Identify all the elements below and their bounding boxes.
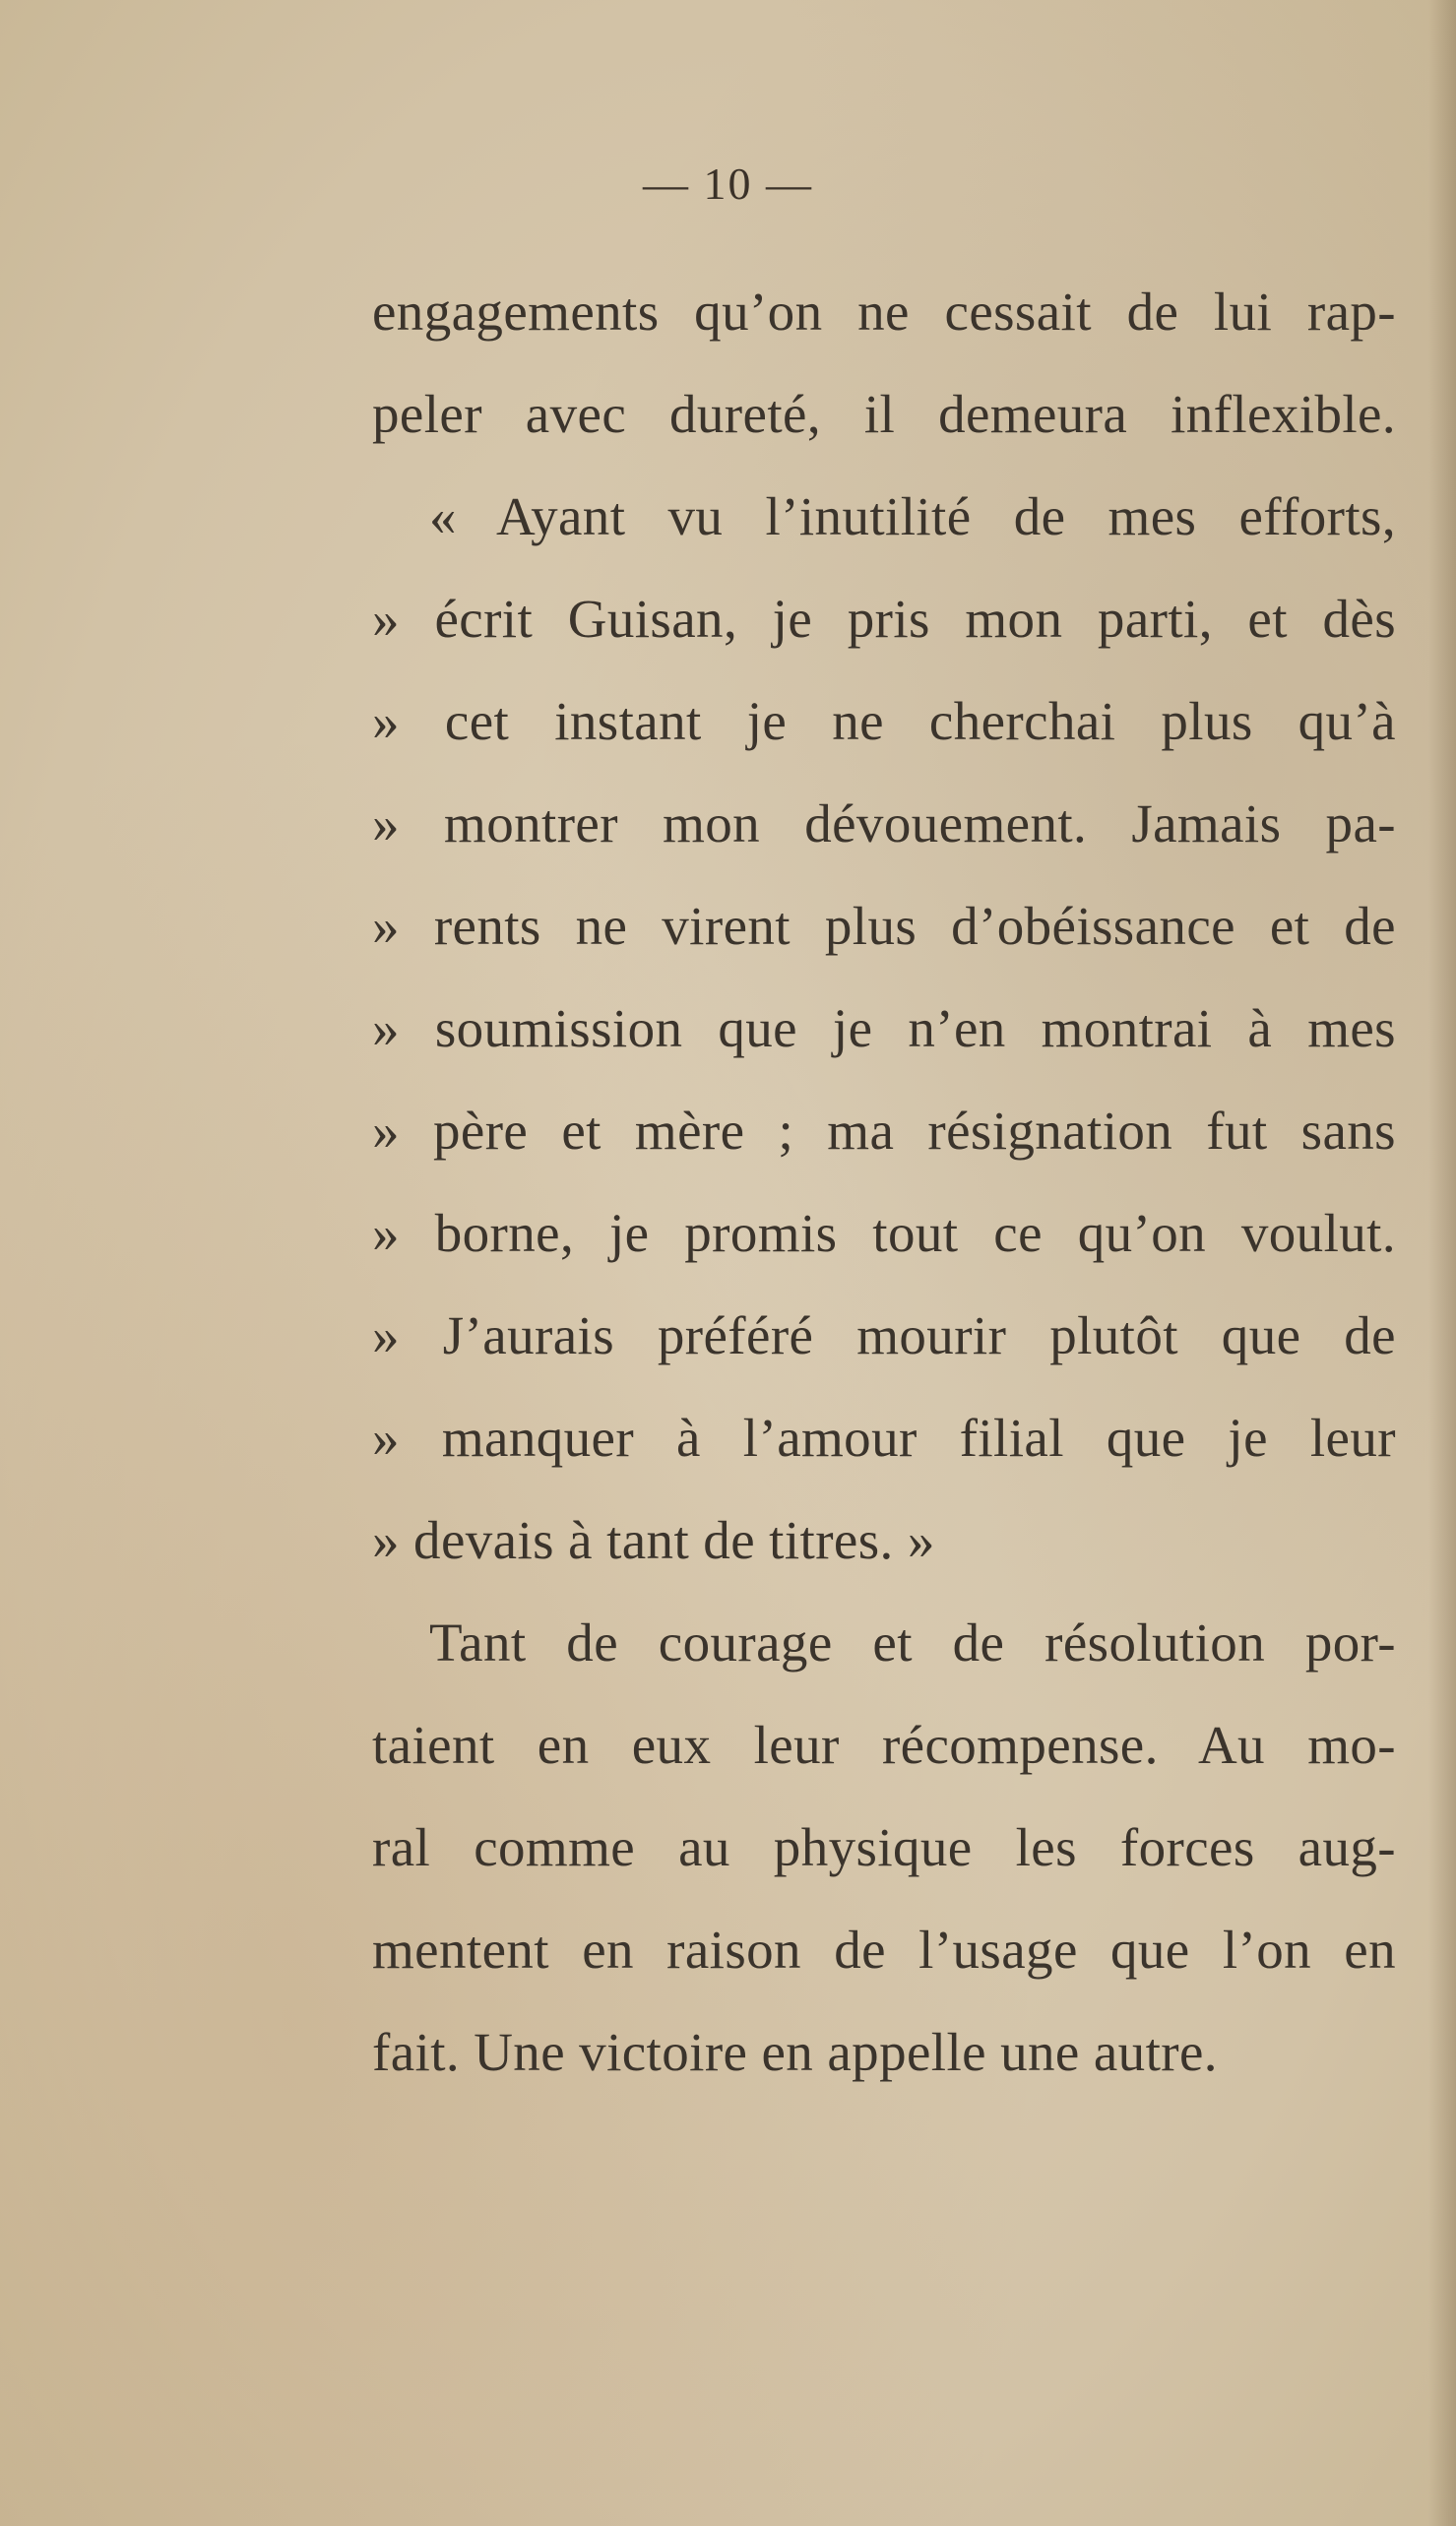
text-line: Tant de courage et de résolution por- xyxy=(429,1612,1396,1673)
text-line: » père et mère ; ma résignation fut sans xyxy=(372,1101,1396,1161)
page-edge-shadow xyxy=(1428,0,1456,2526)
text-line: » borne, je promis tout ce qu’on voulut. xyxy=(372,1203,1396,1263)
text-line: fait. Une victoire en appelle une autre. xyxy=(372,2022,1218,2082)
text-line: » devais à tant de titres. » xyxy=(372,1510,935,1570)
text-line: » manquer à l’amour filial que je leur xyxy=(372,1408,1396,1468)
text-line: » rents ne virent plus d’obéissance et de xyxy=(372,896,1396,956)
page-number: — 10 — xyxy=(643,158,813,209)
body-text xyxy=(372,261,1396,2104)
text-line: mentent en raison de l’usage que l’on en xyxy=(372,1920,1396,1980)
text-line: » J’aurais préféré mourir plutôt que de xyxy=(372,1305,1396,1365)
text-line: » cet instant je ne cherchai plus qu’à xyxy=(372,691,1396,751)
text-line: « Ayant vu l’inutilité de mes efforts, xyxy=(429,486,1396,546)
text-line: » soumission que je n’en montrai à mes xyxy=(372,998,1396,1058)
text-line: » montrer mon dévouement. Jamais pa- xyxy=(372,793,1396,853)
text-line: ral comme au physique les forces aug- xyxy=(372,1817,1396,1877)
text-line: engagements qu’on ne cessait de lui rap- xyxy=(372,282,1396,342)
text-line: » écrit Guisan, je pris mon parti, et dès xyxy=(372,589,1396,649)
text-line: taient en eux leur récompense. Au mo- xyxy=(372,1715,1396,1775)
text-line: peler avec dureté, il demeura inflexible. xyxy=(372,384,1396,444)
